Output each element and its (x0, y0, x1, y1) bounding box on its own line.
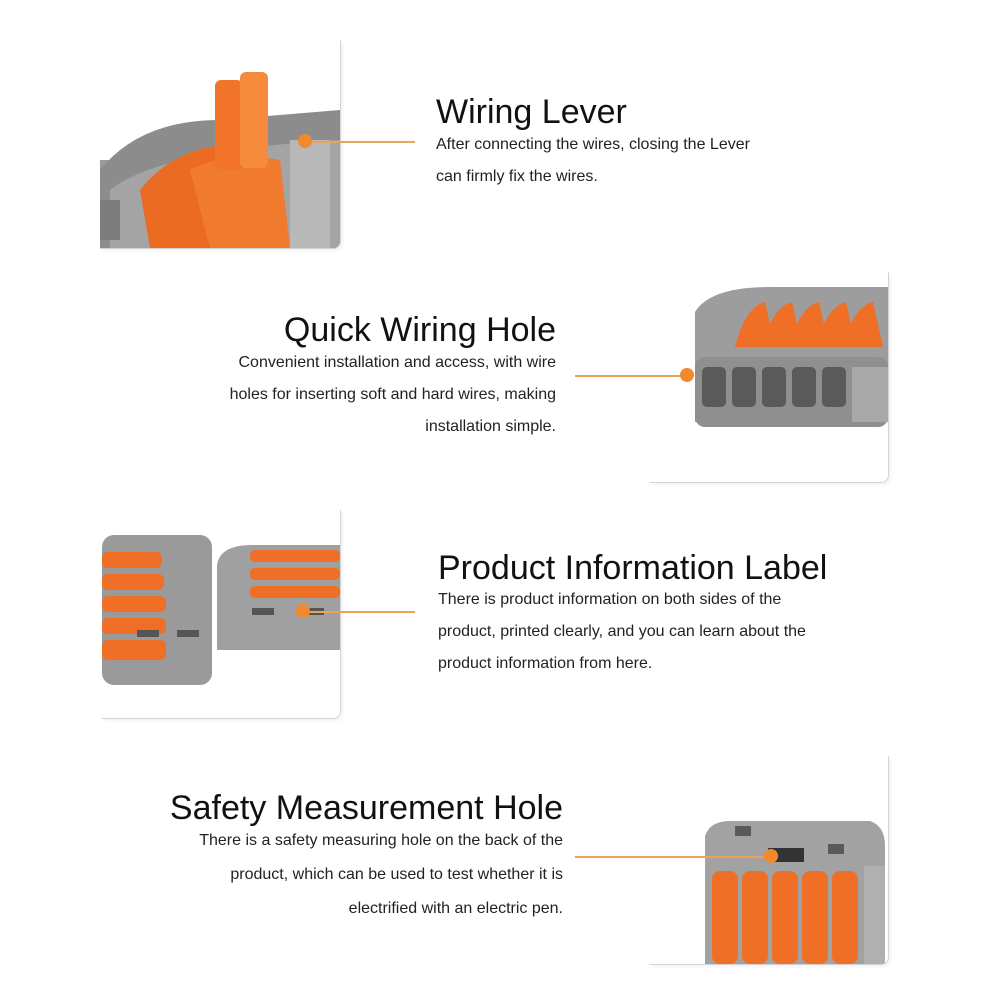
description-line: electrified with an electric pen. (348, 900, 563, 917)
safety-measurement-hole-callout-line (575, 856, 775, 858)
description-line: product, which can be used to test whether it is (230, 866, 563, 883)
product-information-label-title: Product Information Label (438, 549, 828, 587)
wiring-lever-callout-dot (298, 134, 312, 148)
safety-measurement-hole-callout-dot (764, 849, 778, 863)
product-information-label-description (438, 584, 806, 680)
description-line: can firmly fix the wires. (436, 168, 598, 185)
description-line: After connecting the wires, closing the Lever (436, 136, 750, 153)
description-line: There is a safety measuring hole on the back of the (199, 832, 563, 849)
wiring-lever-title: Wiring Lever (436, 93, 627, 131)
wiring-lever-description (436, 129, 750, 193)
quick-wiring-hole-title: Quick Wiring Hole (283, 311, 556, 349)
description-line: product, printed clearly, and you can learn about the (438, 623, 806, 640)
description-line: product information from here. (438, 655, 653, 672)
safety-measurement-hole-description (199, 824, 563, 926)
quick-wiring-hole-callout-line (575, 375, 687, 377)
quick-wiring-hole-callout-dot (680, 368, 694, 382)
description-line: holes for inserting soft and hard wires, making (229, 386, 556, 403)
description-line: There is product information on both sides of the (438, 591, 782, 608)
description-line: installation simple. (425, 418, 556, 435)
description-line: Convenient installation and access, with wire (238, 354, 556, 371)
wiring-lever-callout-line (305, 141, 415, 143)
safety-measurement-hole-title: Safety Measurement Hole (169, 789, 563, 827)
quick-wiring-hole-description (230, 347, 556, 443)
product-information-label-callout-line (305, 611, 415, 613)
product-information-label-callout-dot (296, 604, 310, 618)
